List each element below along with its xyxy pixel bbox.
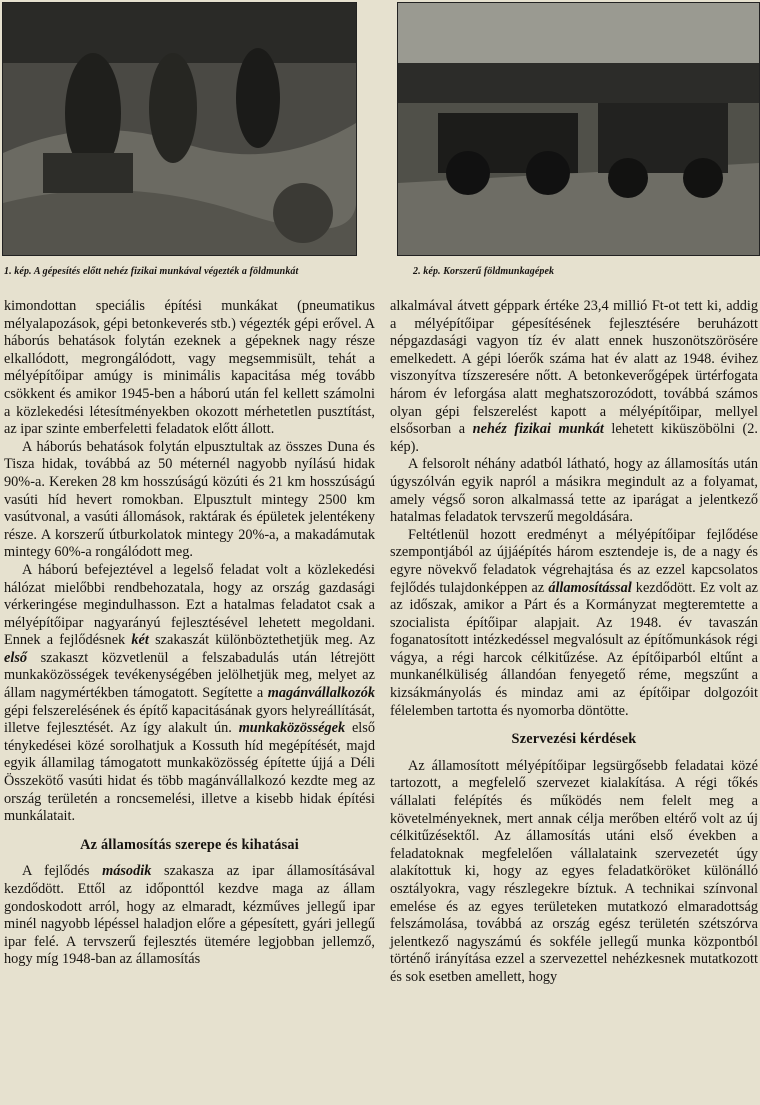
paragraph: Az államosított mélyépítőipar legsürgősebb feladatai közé tartozott, a megfelelő szervezet kialakítása. A régi tőkés vállalati felépítés és működés nem felelt meg a követelményeknek, mert annak célja merőben eltérő volt az új célkitűzésektől. Az államosítás utáni első években a feladatoknak megfelelően vállalataink szervezetét úgy alakítottuk ki, hogy az egyes feladatköröket különálló osztályokra, vagy részlegekre bíztuk. A technikai színvonal emelése és az egyes területeken mutatkozó elmaradottság felszámolása, továbbá az ország egész területén szétszórva jelentkező nagyszámú és sokféle jellegű munka központból történő irányítása ezzel a szervezettel nehézkesnek mutatkozott és sok esetben amellett, hogy [390, 757, 758, 985]
paragraph: Feltétlenül hozott eredményt a mélyépítőipar fejlődése szempontjából az újjáépítés három esztendeje is, de a nagy és egyre növekvő feladatok végrehajtása és az ezzel kapcsolatos fejlődés tulajdonképpen az államosítással kezdődött. Ez volt az az időszak, amikor a Párt és a Kormányzat megteremtette a szocialista építőipar alapjait. Az 1948. év tavaszán foganatosított intézkedéssel megvalósult az építőmunkások régi vágya, a régi harcok célkitűzése. Az építőiparból eltűnt a munkanélküliség állandóan fenyegető réme, megszűnt a kizsákmányolás és mindaz ami az építőipar dolgozóit félelemben tartotta és nyomorba döntötte. [390, 526, 758, 719]
photo-caption-2: 2. kép. Korszerű földmunkagépek [413, 266, 555, 277]
paragraph: A felsorolt néhány adatból látható, hogy az államosítás után úgyszólván egyik napról a másikra megindult az a folyamat, amely végső soron alkalmassá tette az iparágat a jelentkező hatalmas feladatok tervszerű megoldására. [390, 456, 758, 526]
paragraph: A fejlődés második szakasza az ipar államosításával kezdődött. Ettől az időponttól kezdve maga az állam gondoskodott arról, hogy az elmaradt, kézműves jellegű ipar minél nagyobb lépéssel haladjon előre a gépesített, gyári jellegű ipar felé. A tervszerű fejlesztés ütemére legjobban jellemző, hogy míg 1948-ban az államosítás [4, 863, 375, 968]
left-column [4, 298, 375, 969]
photo-earthmoving-machines-image [398, 3, 759, 255]
paragraph: kimondottan speciális építési munkákat (pneumatikus mélyalapozások, gépi betonkeverés stb.) végezték gépi erővel. A háborús behatások folytán ezeknek a gépeknek nagy része elkallódott, megrongálódott, vagy megsemmisült, tehát a mélyépítőipar amúgy is minimális kapacitása még tovább csökkent és amikor 1945-ben a háború után fel kellett számolni a közlekedési létesítményekben okozott mérhetetlen pusztítást, az ipar szinte emberfeletti feladatok előtt állott. [4, 298, 375, 438]
photo-manual-earthwork [2, 2, 357, 256]
photo-manual-earthwork-image [3, 3, 356, 255]
paragraph: alkalmával átvett géppark értéke 23,4 millió Ft-ot tett ki, addig a mélyépítőipar gépesítésének fejlesztésére beruházott népgazdasági vagyon tíz év alatt ennek huszonötszörösére emelkedett. A gépi lóerők száma hat év alatt az 1948. évihez viszonyítva tízszeresére nőtt. A betonkeverőgépek ürtérfogata három év leforgása alatt meghatszorozódott, továbbá számos olyan gépi felszerelést kapott a mélyépítőipar, mellyel elsősorban a nehéz fizikai munkát lehetett kiküszöbölni (2. kép). [390, 298, 759, 455]
photo-earthmoving-machines [397, 2, 760, 256]
right-column [390, 298, 758, 987]
paragraph: A háborús behatások folytán elpusztultak az összes Duna és Tisza hidak, továbbá az 50 méternél nagyobb nyílású hidak 90%-a. Kereken 28 km hosszúságú közúti és 21 km hosszúságú vasúti híd hevert romokban. Elpusztult mintegy 2500 km vasútvonal, a vasúti állomások, raktárak és épületek jelentékeny része. A korszerű útburkolatok mintegy 20%-a, a makadámutak mintegy 60%-a rongálódott meg. [4, 438, 375, 561]
paragraph: A háború befejeztével a legelső feladat volt a közlekedési hálózat mielőbbi rendbehozatala, hogy az ország gazdasági vérkeringése megindulhasson. Ezt a hatalmas feladatot csak a mélyépítőipar nagyarányú fejlesztésével lehetett megoldani. Ennek a fejlődésnek két szakaszát különböztethetjük meg. Az első szakaszt közvetlenül a felszabadulás után létrejött munkaközösségek tevékenységében jelölhetjük meg, melyet az állam nagymértékben támogatott. Segítette a magánvállalkozók gépi felszerelésének és építő kapacitásának gyors helyreállítását, illetve fejlesztését. Az így alakult ún. munkaközösségek első ténykedései közé sorolhatjuk a Kossuth híd megépítését, majd egyik államilag támogatott munkaközösség építette újjá a Déli Összekötő vasúti hidat és több magánvállalkozó kezdte meg az ország területén a roncsemelési, illetve a kisebb hidak építési munkálatait. [4, 561, 375, 825]
section-heading: Az államosítás szerepe és kihatásai [80, 836, 299, 853]
photo-caption-1: 1. kép. A gépesítés előtt nehéz fizikai munkával végezték a földmunkát [4, 266, 299, 277]
section-heading: Szervezési kérdések [511, 731, 637, 748]
